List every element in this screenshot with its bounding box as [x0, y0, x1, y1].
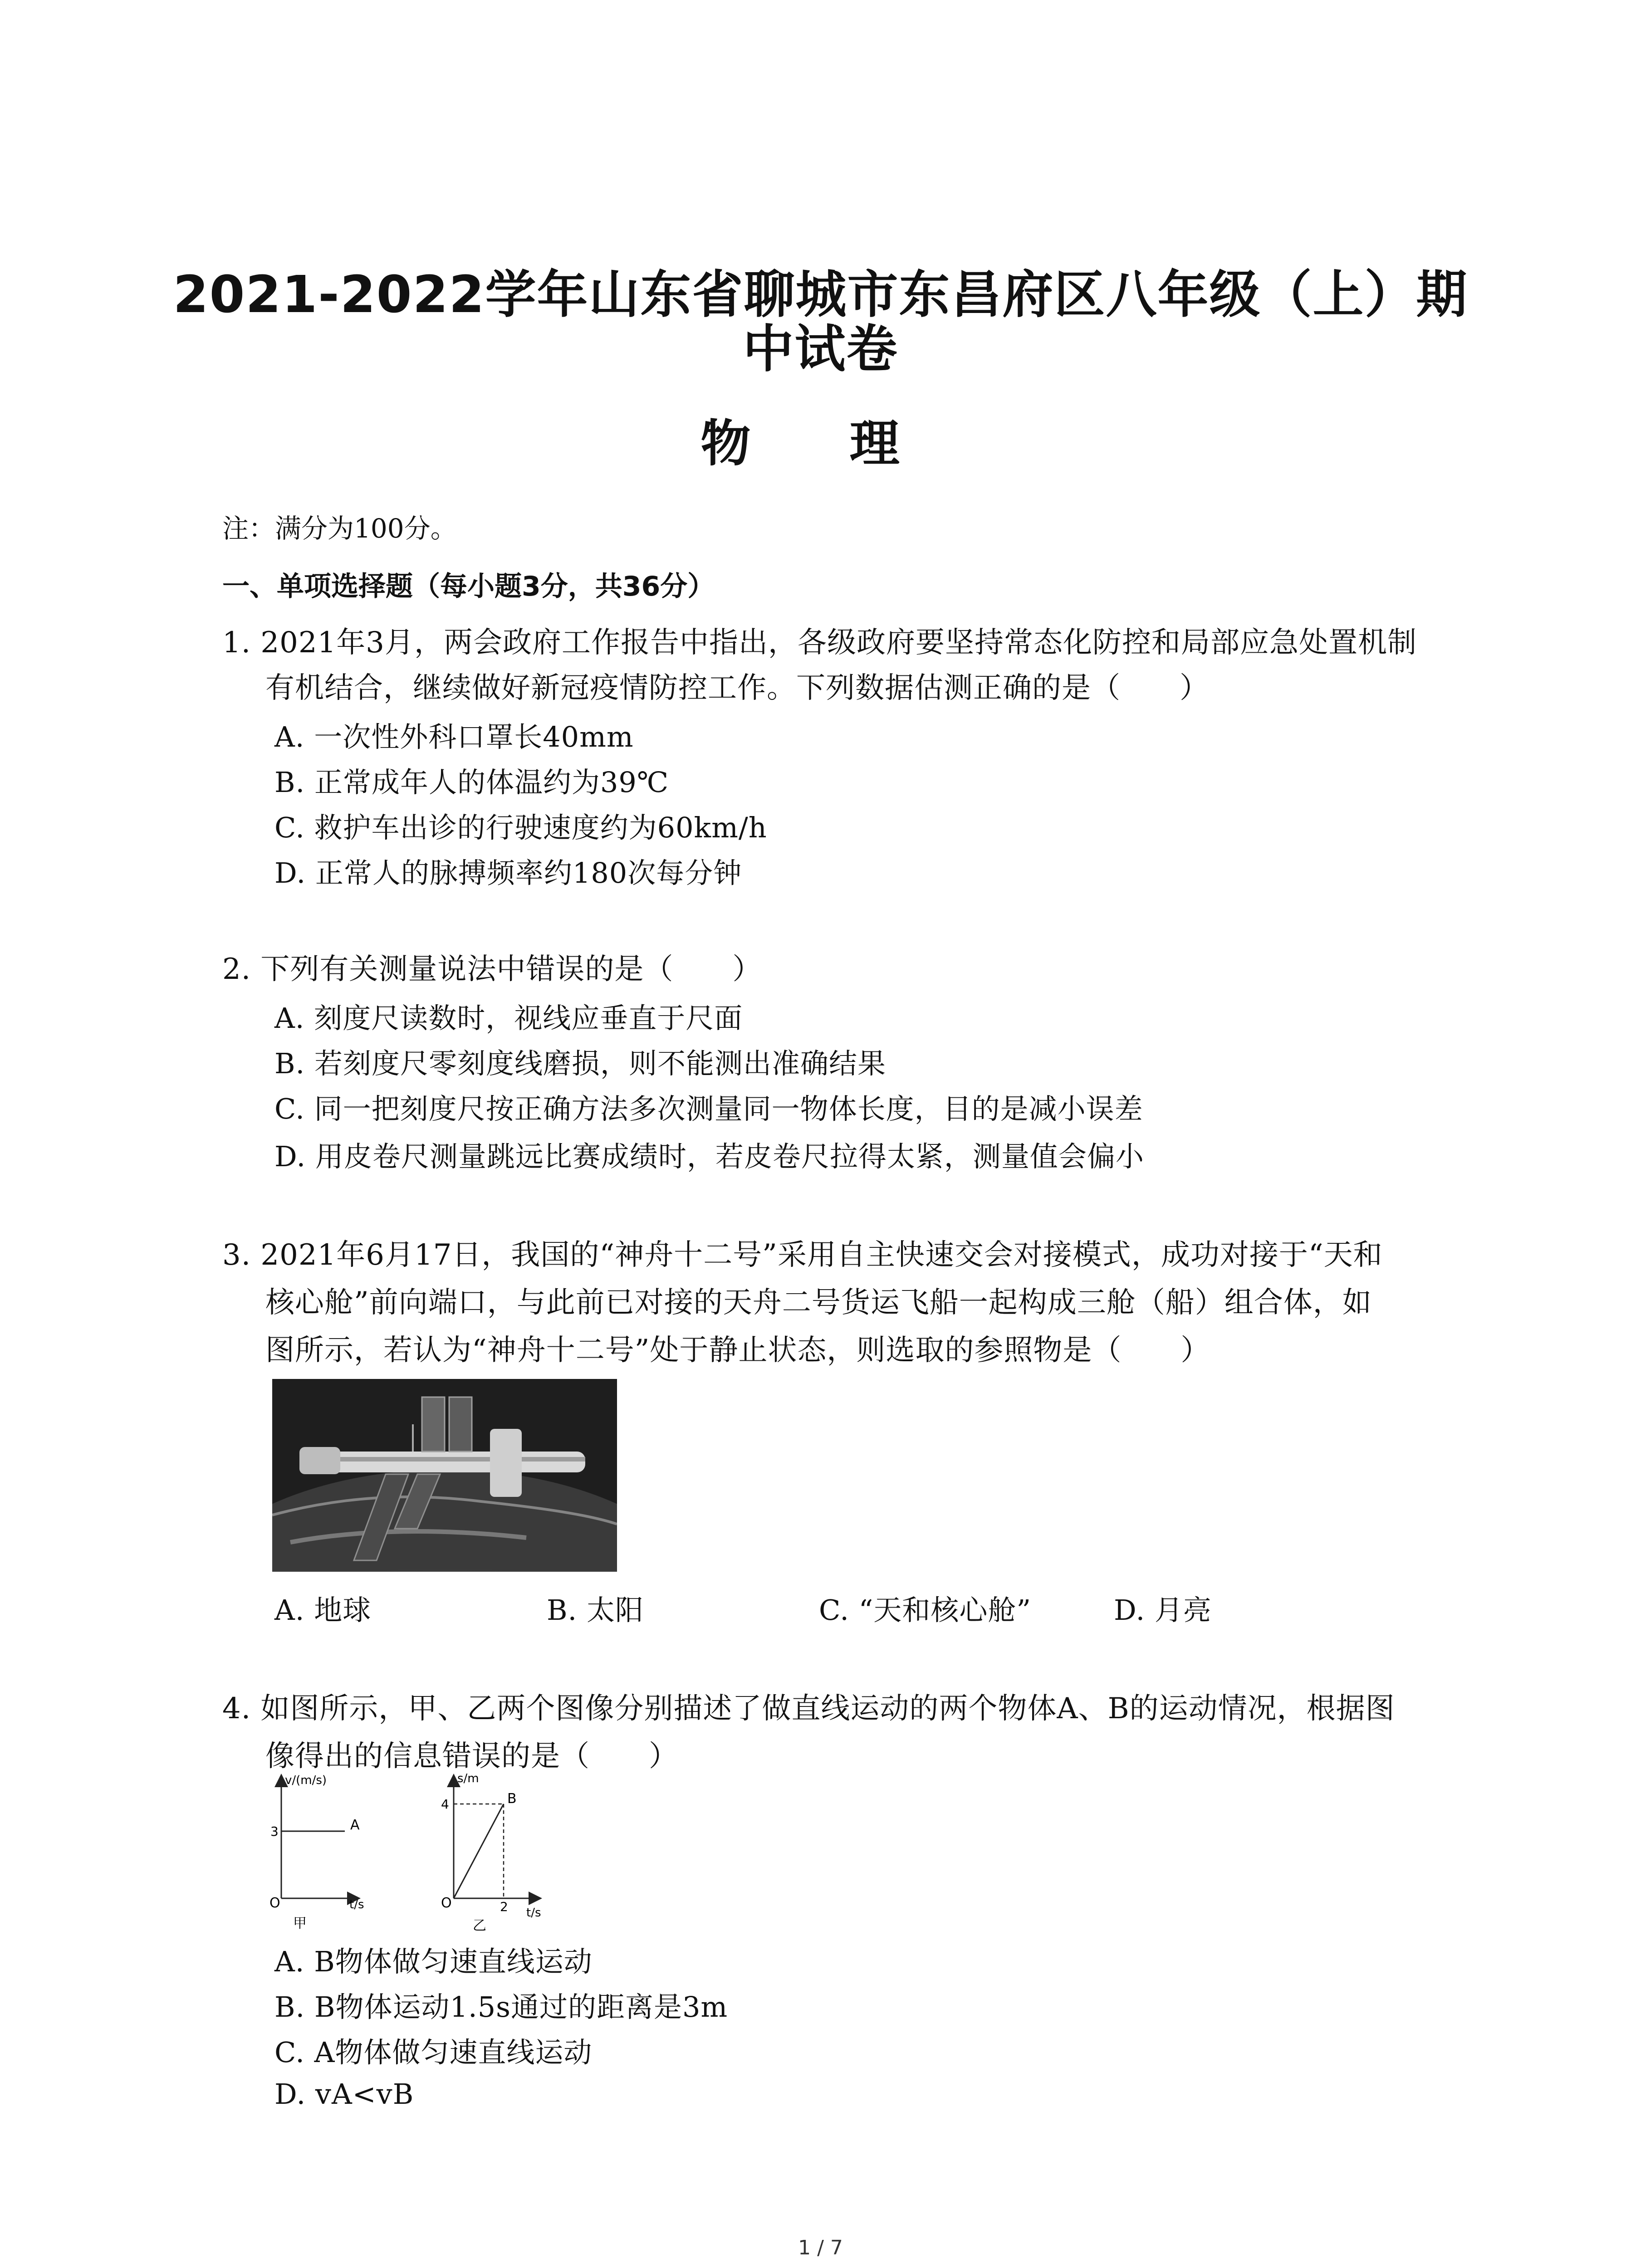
q2-option-d: D. 用皮卷尺测量跳远比赛成绩时，若皮卷尺拉得太紧，测量值会偏小	[274, 1140, 1144, 1173]
q3-option-d: D. 月亮	[1114, 1593, 1212, 1627]
q3-stem-line2: 核心舱”前向端口，与此前已对接的天舟二号货运飞船一起构成三舱（船）组合体，如	[265, 1286, 1372, 1320]
q3-option-c: C. “天和核心舱”	[819, 1593, 1032, 1627]
q2-option-c: C. 同一把刻度尺按正确方法多次测量同一物体长度，目的是减小误差	[274, 1092, 1143, 1125]
q1-stem-line1: 1. 2021年3月，两会政府工作报告中指出，各级政府要坚持常态化防控和局部应急处置机制	[222, 626, 1417, 660]
graph-jia-origin: O	[269, 1895, 280, 1911]
exam-title-line1: 2021-2022学年山东省聊城市东昌府区八年级（上）期	[173, 265, 1468, 324]
q4-stem-line1: 4. 如图所示，甲、乙两个图像分别描述了做直线运动的两个物体A、B的运动情况，根据图	[222, 1692, 1395, 1725]
velocity-time-graph	[263, 1771, 408, 1935]
q3-stem-line1: 3. 2021年6月17日，我国的“神舟十二号”采用自主快速交会对接模式，成功对接于“天和	[222, 1238, 1383, 1272]
q2-stem: 2. 下列有关测量说法中错误的是（ ）	[222, 953, 762, 986]
q4-stem-line2: 像得出的信息错误的是（ ）	[265, 1740, 678, 1773]
q3-stem-line3: 图所示，若认为“神舟十二号”处于静止状态，则选取的参照物是（ ）	[265, 1334, 1210, 1367]
q4-option-b: B. B物体运动1.5s通过的距离是3m	[274, 1990, 728, 2024]
q4-option-a: A. B物体做匀速直线运动	[274, 1945, 593, 1978]
q1-option-b: B. 正常成年人的体温约为39℃	[274, 766, 669, 799]
graph-jia-ytick: 3	[270, 1824, 279, 1839]
page-number: 1 / 7	[798, 2236, 843, 2259]
exam-title-line2: 中试卷	[743, 320, 898, 379]
q3-option-b: B. 太阳	[547, 1593, 644, 1627]
graph-jia-ylabel: v/(m/s)	[285, 1774, 327, 1787]
graph-yi-xtick: 2	[500, 1899, 508, 1914]
graph-yi-caption: 乙	[473, 1918, 486, 1934]
q1-option-a: A. 一次性外科口罩长40mm	[274, 720, 634, 753]
graph-yi-ytick: 4	[441, 1797, 449, 1812]
space-station-photo	[272, 1379, 617, 1572]
q1-option-d: D. 正常人的脉搏频率约180次每分钟	[274, 856, 742, 890]
line-b	[454, 1804, 504, 1898]
graph-jia-xlabel: t/s	[349, 1898, 364, 1911]
q4-option-d: D. vA<vB	[274, 2077, 414, 2111]
subject-title: 物 理	[700, 415, 941, 473]
graph-yi-xlabel: t/s	[526, 1906, 541, 1920]
graph-jia-caption: 甲	[293, 1916, 307, 1931]
q3-option-a: A. 地球	[274, 1593, 372, 1627]
graph-yi-point-label: B	[507, 1791, 517, 1807]
graph-yi-ylabel: s/m	[457, 1772, 479, 1785]
distance-time-graph	[436, 1771, 581, 1935]
score-note: 注：满分为100分。	[222, 513, 457, 544]
q1-stem-line2: 有机结合，继续做好新冠疫情防控工作。下列数据估测正确的是（ ）	[265, 671, 1209, 705]
section-heading: 一、单项选择题（每小题3分，共36分）	[222, 571, 715, 602]
graph-jia-line-label: A	[350, 1817, 360, 1833]
graph-yi-origin: O	[441, 1895, 452, 1911]
q2-option-b: B. 若刻度尺零刻度线磨损，则不能测出准确结果	[274, 1047, 886, 1080]
q2-option-a: A. 刻度尺读数时，视线应垂直于尺面	[274, 1002, 743, 1035]
q1-option-c: C. 救护车出诊的行驶速度约为60km/h	[274, 811, 767, 844]
q4-option-c: C. A物体做匀速直线运动	[274, 2036, 593, 2069]
